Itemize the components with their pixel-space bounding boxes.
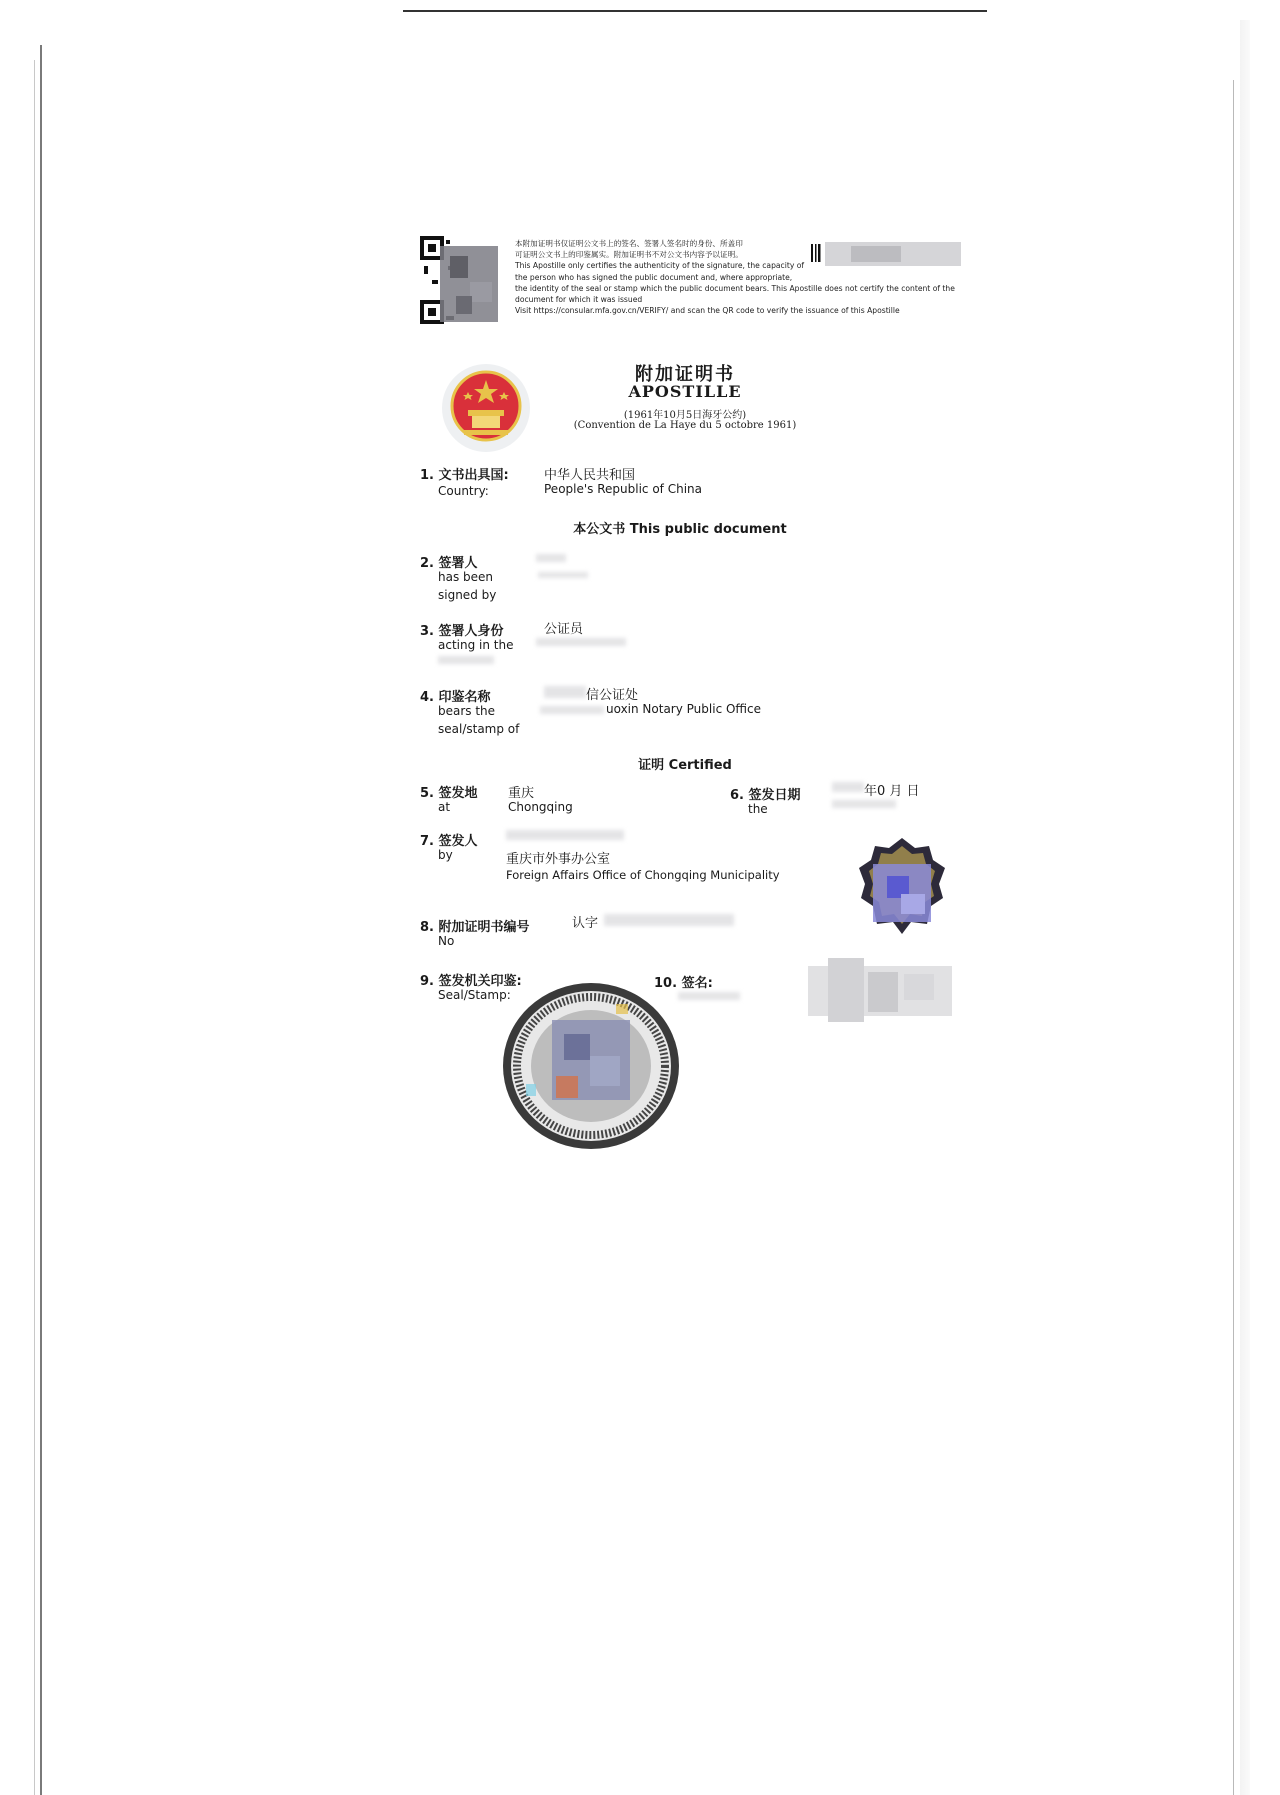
field-7-label: 7. 签发人 [420, 834, 478, 849]
field-10-label: 10. 签名: [654, 976, 713, 991]
field-6-label: 6. 签发日期 [730, 788, 801, 803]
by-value-cn: 重庆市外事办公室 [506, 852, 611, 867]
field-7-label-en: by [438, 848, 453, 862]
field-4-label-en-2: seal/stamp of [438, 722, 520, 736]
notice-line: This Apostille only certifies the authenticity of the signature, the capacity of [515, 261, 805, 271]
redacted-signature-label-en [678, 992, 740, 1000]
scan-edge-left-inner [34, 60, 35, 1795]
seal-value-cn: 信公证处 [586, 688, 639, 703]
field-8-label: 8. 附加证明书编号 [420, 920, 530, 935]
redacted-signer-name-en [538, 572, 588, 578]
country-value-cn: 中华人民共和国 [544, 468, 636, 483]
section-certified: 证明 Certified [638, 758, 732, 773]
at-value-en: Chongqing [508, 800, 573, 814]
notice-line: the person who has signed the public document and, where appropriate, [515, 272, 793, 282]
redacted-apostille-number [604, 914, 734, 926]
redacted-capacity-en [438, 656, 494, 664]
title-english: APOSTILLE [628, 382, 742, 401]
notice-line: 本附加证明书仅证明公文书上的签名、签署人签名时的身份、所盖印 [515, 239, 743, 248]
at-value-cn: 重庆 [508, 786, 535, 801]
field-2-label-en-2: signed by [438, 588, 497, 602]
field-5-label-en: at [438, 800, 451, 814]
field-4-label: 4. 印鉴名称 [420, 690, 491, 705]
qr-code [420, 236, 508, 324]
barcode [811, 242, 961, 266]
field-1-label-en: Country: [438, 484, 489, 498]
redacted-date-en [832, 800, 896, 808]
by-value-en: Foreign Affairs Office of Chongqing Municipality [506, 868, 780, 882]
redacted-signer-name [536, 554, 566, 562]
notice-line: 可证明公文书上的印鉴属实。附加证明书不对公文书内容予以证明。 [515, 250, 743, 260]
field-3-label-en: acting in the [438, 638, 514, 652]
redacted-capacity-value [536, 638, 626, 646]
date-value-cn: 年0 月 日 [864, 784, 920, 799]
redacted-signature [808, 958, 952, 1022]
holographic-sticker-icon [857, 836, 947, 936]
field-2-label: 2. 签署人 [420, 556, 478, 571]
notice-line: the identity of the seal or stamp which the public document bears. This Apostille does not certify the content of the [515, 283, 955, 293]
redacted-office-en [540, 706, 604, 714]
notice-line: document for which it was issued [515, 295, 643, 305]
title-chinese: 附加证明书 [635, 364, 735, 385]
notice-line: Visit https://consular.mfa.gov.cn/VERIFY/ and scan the QR code to verify the issuance of this Apostille [515, 306, 900, 316]
scan-edge-left [40, 45, 42, 1795]
redacted-issuer-name [506, 830, 624, 840]
number-value-cn: 认字 [572, 916, 599, 931]
official-seal-icon [500, 980, 682, 1152]
field-3-label: 3. 签署人身份 [420, 624, 504, 639]
national-emblem-icon [436, 358, 536, 458]
convention-chinese: (1961年10月5日海牙公约) [623, 410, 747, 421]
field-6-label-en: the [748, 802, 768, 816]
acting-value-cn: 公证员 [544, 622, 584, 637]
field-5-label: 5. 签发地 [420, 786, 478, 801]
field-1-label: 1. 文书出具国: [420, 468, 509, 483]
section-public-document: 本公文书 This public document [573, 522, 787, 537]
redacted-office-cn [544, 686, 586, 698]
convention-french: (Convention de La Haye du 5 octobre 1961) [573, 420, 797, 431]
scan-shadow-right [1240, 20, 1250, 1795]
scan-edge-right [1233, 80, 1234, 1795]
country-value-en: People's Republic of China [544, 482, 702, 496]
field-9-label: 9. 签发机关印鉴: [420, 974, 522, 989]
seal-value-en: uoxin Notary Public Office [606, 702, 762, 716]
field-4-label-en-1: bears the [438, 704, 496, 718]
redacted-year [832, 782, 864, 792]
field-8-label-en: No [438, 934, 455, 948]
field-2-label-en-1: has been [438, 570, 494, 584]
field-9-label-en: Seal/Stamp: [438, 988, 511, 1002]
scan-edge-top [403, 10, 987, 12]
